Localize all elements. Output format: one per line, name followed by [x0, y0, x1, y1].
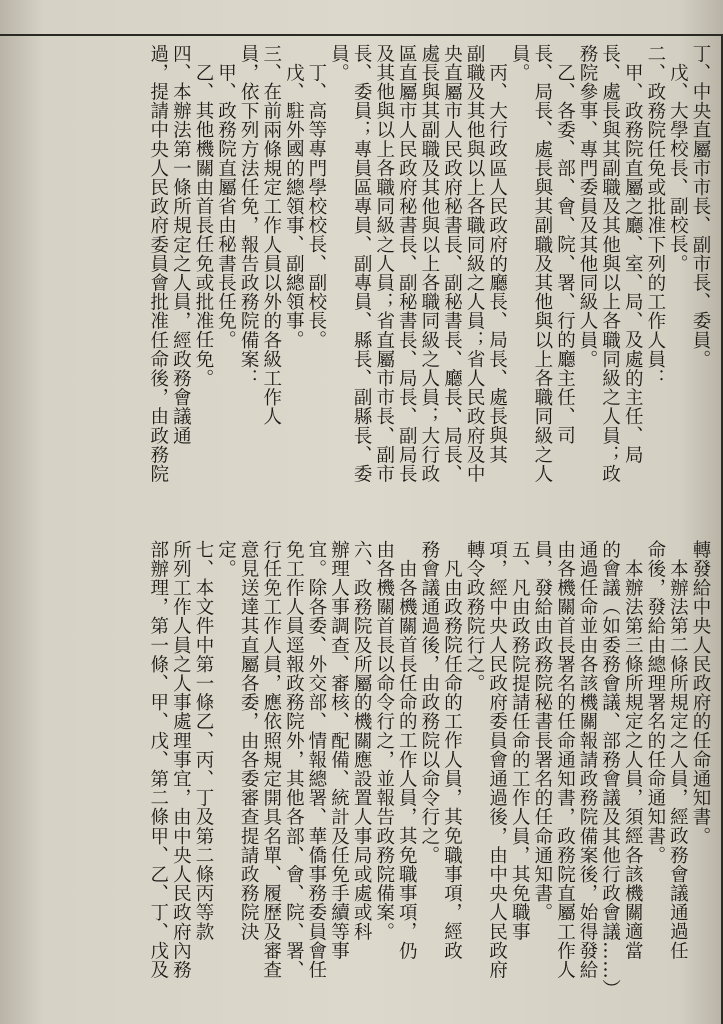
text-column: 乙、各委、部、會、院、署、行的廳主任、司	[554, 62, 576, 445]
text-column: 轉發給中央人民政府的任命通知書。	[690, 540, 711, 846]
text-column: 務院參事、專門委員及其他同級人員。	[577, 44, 599, 369]
text-column: 由各機關首長署名的任命通知書，政務院直屬工作人	[554, 540, 576, 980]
text-column: 項，經中央人民政府委員會通過後，由中央人民政府	[486, 540, 508, 980]
text-column: 丁、高等專門學校校長、副校長。	[305, 62, 327, 349]
text-column: 長、處長與其副職及其他與以上各職同級之人員；政	[599, 44, 621, 484]
text-column: 宜。除各委、外交部、情報總署、華僑事務委員會任	[305, 540, 327, 980]
text-column: 五、凡由政務院提請任命的工作人員，其免職事	[509, 540, 531, 942]
text-column: 定。	[215, 540, 237, 579]
text-column: 所列工作人員之人事處理事宜，由中央人民政府內務	[170, 540, 192, 980]
text-column: 丙、大行政區人民政府的廳長、局長、處長與其	[486, 62, 508, 464]
text-column: 員，發給由政務院秘書長署名的任命通知書。	[531, 540, 553, 922]
text-column: 通過任命並由各該機關報請政務院備案後，始得發給	[577, 540, 599, 980]
text-column: 員。	[328, 44, 350, 83]
text-column: 處長與其副職及其他與以上各職同級之人員；大行政	[418, 44, 440, 484]
text-column: 部辦理，第一條、甲、戊、第二條甲、乙、丁、戊及	[147, 540, 169, 980]
text-column: 二、政務院任免或批准下列的工作人員：	[644, 44, 666, 388]
text-column: 七、本文件中第一條乙、丙、丁及第二條丙等款	[192, 540, 214, 942]
text-column: 凡由政務院任命的工作人員，其免職事項，經政	[441, 558, 463, 960]
text-column: 四、本辦法第一條所規定之人員，經政務會議通	[170, 44, 192, 446]
text-column: 員。	[509, 44, 531, 83]
text-column: 長、局長、處長與其副職及其他與以上各職同級之人	[531, 44, 553, 484]
upper-text-block	[12, 44, 711, 496]
text-column: 及其他與以上各職同級之人員；省直屬市市長、副市	[373, 44, 395, 484]
page-border-top	[0, 34, 723, 36]
text-column: 轉令政務院行之。	[464, 540, 486, 693]
text-column: 的會議（如委務會議、部務會議及其他行政會議……）	[599, 540, 621, 999]
text-column: 免工作人員逕報政務院外，其他各部、會、院、署、	[283, 540, 305, 980]
text-column: 辦理人事調查、審核、配備、統計及任免手續等事	[328, 540, 350, 961]
text-column: 戊、大學校長、副校長。	[667, 62, 689, 273]
text-column: 甲、政務院直屬省由秘書長任免。	[215, 62, 237, 349]
text-column: 務會議通過後，由政務院以命令行之。	[418, 540, 440, 865]
text-column: 甲、政務院直屬之廳、室、局、及處的主任、局	[622, 62, 644, 464]
text-column: 長、委員；專員區專員、副專員、縣長、副縣長、委	[351, 44, 373, 484]
text-column: 乙、其他機關由首長任免或批准任免。	[192, 62, 214, 388]
text-column: 央直屬市人民政府秘書長、副秘書長、廳長、局長、	[441, 44, 463, 484]
text-column: 由各機關首長任命的工作人員，其免職事項，仍	[396, 558, 418, 960]
text-column: 副職及其他與以上各職同級之人員；省人民政府及中	[464, 44, 486, 484]
text-column: 區直屬市人民政府秘書長、副秘書長、局長、副局長	[396, 44, 418, 484]
text-column: 丁、中央直屬市市長、副市長、委員。	[690, 44, 711, 369]
text-column: 由各機關首長以命令行之，並報告政務院備案。	[373, 540, 395, 942]
text-column: 三、在前兩條規定工作人員以外的各級工作人	[260, 44, 282, 426]
text-column: 命後，發給由總理署名的任命通知書。	[644, 540, 666, 865]
text-column: 本辦法第三條所規定之人員，須經各該機關適當	[622, 558, 644, 960]
text-column: 員，依下列方法任免，報告政務院備案：	[238, 44, 260, 388]
text-column: 意見送達其直屬各委，由各委審查提請政務院決	[238, 540, 260, 942]
text-column: 本辦法第二條所規定之人員，經政務會議通過任	[667, 558, 689, 960]
text-column: 六、政務院及所屬的機關應設置人事局或處或科	[351, 540, 373, 942]
text-column: 行任免工作人員，應依照規定開具名單、履歷及審查	[260, 540, 282, 980]
lower-text-block	[12, 540, 711, 1010]
text-column: 過，提請中央人民政府委員會批准任命後，由政務院	[147, 44, 169, 484]
text-column: 戊、駐外國的總領事、副總領事。	[283, 62, 305, 349]
